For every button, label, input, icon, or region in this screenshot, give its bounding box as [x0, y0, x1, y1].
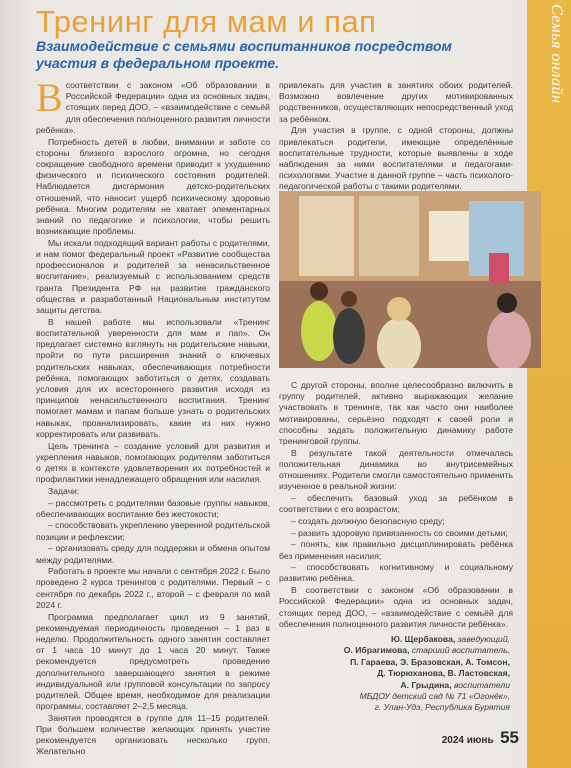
- signature-line: Д. Тюрюханова, В. Ластовская,: [377, 668, 510, 679]
- article-subtitle: Взаимодействие с семьями воспитанников посредством участия в федеральном проекте.: [36, 38, 452, 71]
- signature-line: Ю. Щербакова, заведующий,: [390, 634, 510, 644]
- signature-line: О. Ибрагимова, старший воспитатель,: [343, 645, 510, 656]
- paragraph: В результате такой деятельности отмечалась положительная динамика во внутрисемейных отношениях. Родители смогли самостоятельно применить изученное в реальной жизни:: [279, 447, 513, 492]
- paragraph: Потребность детей в любви, внимании и заботе со стороны близкого взрослого огромна, но сегодня сокращение свободного времени приводит к ухудшению физического и психического состояния родителей. Наблюдается дисгармония детско-родительских отношений, что наносит ущерб психическому здоровью ребёнка. Многим родителям не хватает элементарных знаний по педагогике и психологии, чтобы решить возникающие проблемы.: [36, 136, 270, 237]
- page-footer: [442, 728, 519, 748]
- paragraph: привлекать для участия в занятиях обоих родителей. Возможно вовлечение других мотивированных родственников, осуществляющих непосредственный уход за ребёнком.: [279, 80, 513, 124]
- author-signature: [279, 634, 510, 714]
- signature-line: А. Грыдина, воспитатели: [400, 679, 510, 690]
- paragraph-text: соответствии с законом «Об образовании в Российской Федерации» одна из основных задач, стоящих перед ДОО, – «взаимодействие с семьёй для обеспечения полноценного развития личности ребёнка».: [36, 80, 270, 135]
- list-item: – рассмотреть с родителями базовые группы навыков, обеспечивающих воспитание без жестокости;: [36, 497, 270, 519]
- left-column: [36, 75, 270, 758]
- paragraph: В соответствии с законом «Об образовании в Российской Федерации» одна из основных задач, стоящих перед ДОО, – «взаимодействие с семьёй для обеспечения полноценного развития личности ребёнка».: [279, 585, 513, 629]
- paragraph: Задачи:: [48, 485, 80, 496]
- paragraph: Цель тренинга – создание условий для развития и укрепления навыков, помогающих родителям заботиться о детях в контексте удовлетворения их потребностей и профилактики ненадлежащего обращения или насилия.: [36, 440, 270, 485]
- side-band: [527, 0, 571, 768]
- paragraph: Мы искали подходящий вариант работы с родителями, и нам помог федеральный проект «Развитие сообщества профессионалов и родителей за ненасильственное воспитание», реализуемый с использованием средств гранта Президента РФ на развитие гражданского общества и разработанный Национальным институтом защиты детства.: [36, 237, 270, 316]
- dropcap: В: [36, 75, 63, 120]
- list-item: – способствовать когнитивному и социальному развитию ребёнка.: [279, 562, 513, 584]
- signature-city: г. Улан-Удэ, Республика Бурятия: [374, 702, 510, 713]
- article-title: Тренинг для мам и пап: [36, 4, 377, 39]
- list-item: – развить здоровую привязанность со своими детьми;: [291, 527, 508, 538]
- signature-line: П. Гараева, Э. Бразовская, А. Томсон,: [350, 656, 510, 667]
- paragraph: Работать в проекте мы начали с сентября 2022 г. Было проведено 2 курса тренингов с родителями. Первый – с сентября по декабрь 2022 г., второй – с февраля по май 2024 г.: [36, 566, 270, 610]
- issue-date: 2024 июнь: [441, 735, 494, 746]
- paragraph: Программа предполагает цикл из 9 занятий, рекомендуемая периодичность проведения – 1 раз в неделю. Продолжительность одного занятия составляет от 1 часа 10 минут до 1 часа 20 минут. Также рекомендуется предусмотреть проведение дополнительного завершающего занятия в режиме индивидуальной или групповой консультации по запросу родителей. Общее время, необходимое для реализации программы, составляет 2–2,5 месяца.: [36, 611, 270, 712]
- list-item: – понять, как правильно дисциплинировать ребёнка без применения насилия;: [279, 539, 513, 561]
- right-column-bottom: [279, 380, 513, 630]
- training-photo: [279, 191, 541, 368]
- page-number: 55: [500, 728, 519, 747]
- list-item: – организовать среду для поддержки и обмена опытом между родителями.: [36, 543, 270, 565]
- paragraph: В нашей работе мы использовали «Тренинг воспитательной уверенности для мам и пап». Он предлагает системно взглянуть на родительские навыки, пройти по пути расширения знаний о ключевых родительских навыках, обеспечивающих потребности ребёнка, помогающих заботиться о детях, создавать условия для их всестороннего развития исходя из принципов ненасильственного воспитания. Тренинг помогает мамам и папам больше узнать о родительских навыках, проанализировать, какие из них нужно корректировать или развивать.: [36, 316, 270, 439]
- photo-illustration: [279, 191, 541, 368]
- signature-org: МБДОУ детский сад № 71 «Огонёк»,: [359, 691, 510, 702]
- right-column-top: [279, 80, 513, 193]
- side-rubric: Семья онлайн: [548, 4, 565, 104]
- paragraph: Для участия в группе, с одной стороны, должны привлекаться родители, имеющие определённые воспитательные трудности, которые выявлены в ходе наблюдения за ними воспитателями и педагогами-психологами. Участие в данной группе – часть психолого-педагогической работы с такими родителями.: [279, 125, 513, 192]
- list-item: – создать должную безопасную среду;: [291, 515, 445, 526]
- list-item: – способствовать укреплению уверенной родительской позиции и рефлексии;: [36, 520, 270, 542]
- paragraph: Занятия проводятся в группе для 11–15 родителей. При большем количестве желающих принять участие рекомендуется организовать несколько групп. Желательно: [36, 712, 270, 757]
- list-item: – обеспечить базовый уход за ребёнком в соответствии с его возрастом;: [279, 493, 513, 515]
- paragraph: [36, 75, 270, 136]
- paragraph: С другой стороны, вполне целесообразно включить в группу родителей, активно выражающих желание участвовать в тренинге, так как часто они наиболее мотивированы, серьёзно подходят к своей роли и способны задать положительную динамику работе тренинговой группы.: [279, 380, 513, 447]
